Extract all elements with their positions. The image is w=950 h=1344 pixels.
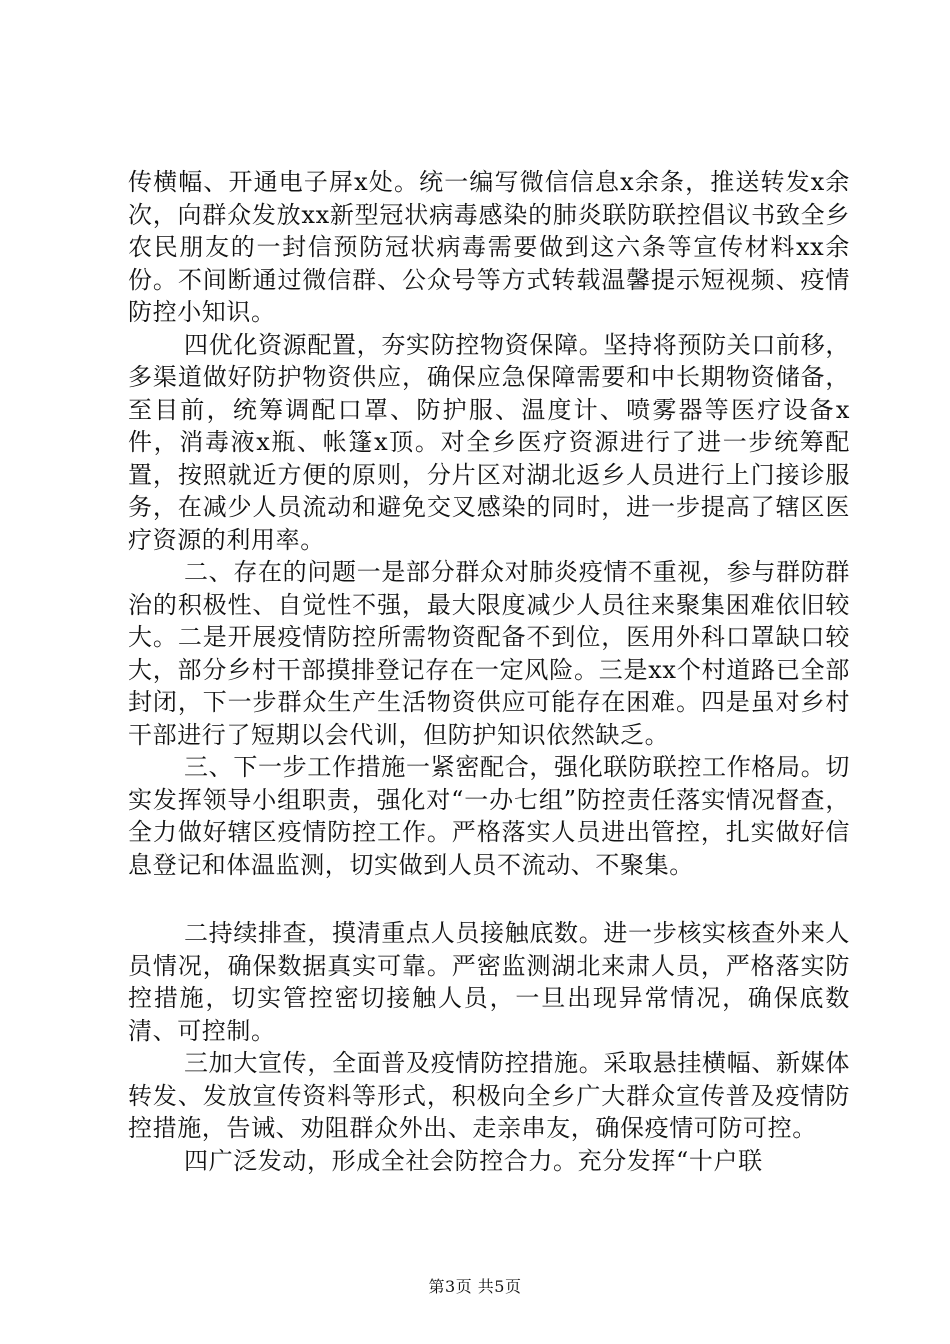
paragraph-increase-publicity: 三加大宣传，全面普及疫情防控措施。采取悬挂横幅、新媒体转发、发放宣传资料等形式，积极向全乡广大群众宣传普及疫情防控措施，告诫、劝阻群众外出、走亲串友，确保疫情可防可控。 — [128, 1049, 850, 1142]
paragraph-publicity-continued: 传横幅、开通电子屏x处。统一编写微信信息x余条，推送转发x余次，向群众发放xx新型冠状病毒感染的肺炎联防联控倡议书致全乡农民朋友的一封信预防冠状病毒需要做到这六条等宣传材料xx余份。不间断通过微信群、公众号等方式转载温馨提示短视频、疫情防控小知识。 — [128, 168, 850, 326]
paragraph-resource-allocation: 四优化资源配置，夯实防控物资保障。坚持将预防关口前移，多渠道做好防护物资供应，确保应急保障需要和中长期物资储备，至目前，统筹调配口罩、防护服、温度计、喷雾器等医疗设备x件，消毒液x瓶、帐篷x顶。对全乡医疗资源进行了进一步统筹配置，按照就近方便的原则，分片区对湖北返乡人员进行上门接诊服务，在减少人员流动和避免交叉感染的同时，进一步提高了辖区医疗资源的利用率。 — [128, 330, 850, 554]
paragraph-continuous-screening: 二持续排查，摸清重点人员接触底数。进一步核实核查外来人员情况，确保数据真实可靠。严密监测湖北来肃人员，严格落实防控措施，切实管控密切接触人员，一旦出现异常情况，确保底数清、可控制。 — [128, 919, 850, 1045]
paragraph-existing-problems: 二、存在的问题一是部分群众对肺炎疫情不重视，参与群防群治的积极性、自觉性不强，最大限度减少人员往来聚集困难依旧较大。二是开展疫情防控所需物资配备不到位，医用外科口罩缺口较大，部分乡村干部摸排登记存在一定风险。三是xx个村道路已全部封闭，下一步群众生产生活物资供应可能存在困难。四是虽对乡村干部进行了短期以会代训，但防护知识依然缺乏。 — [128, 558, 850, 749]
paragraph-next-steps-cooperation: 三、下一步工作措施一紧密配合，强化联防联控工作格局。切实发挥领导小组职责，强化对“一办七组”防控责任落实情况督查，全力做好辖区疫情防控工作。严格落实人员进出管控，扎实做好信息登记和体温监测，切实做到人员不流动、不聚集。 — [128, 753, 850, 879]
document-body — [128, 166, 850, 1177]
paragraph-broad-mobilization: 四广泛发动，形成全社会防控合力。充分发挥“十户联 — [184, 1146, 763, 1175]
page-number-footer: 第3页 共5页 — [428, 1277, 522, 1296]
